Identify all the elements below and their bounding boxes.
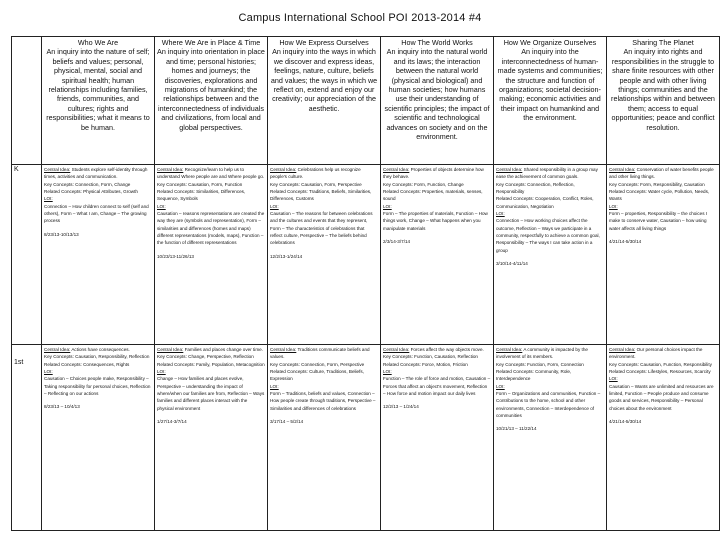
related-concepts: Related Concepts: Culture, Traditions, Beliefs, Expression [270,369,364,382]
grade-label: K [12,165,42,345]
central-idea-text: Recognize/learn to help us to understand Where people are and Where people go. [157,167,265,180]
unit-cell [494,345,607,531]
central-idea [496,346,604,361]
loi-label: LOI: [383,369,392,375]
unit-cell [42,165,155,345]
loi-text: Function – The role of force and motion, Causation – Forces that affect an object's movement, Reflection – How force and motion impact our daily lives [383,376,491,397]
theme-title: Sharing The Planet [632,38,694,47]
theme-description: An inquiry into the ways in which we discover and express ideas, feelings, nature, culture, beliefs and values; the ways in which we reflect on, extend and enjoy our creativity; our appreciation of the aesthetic. [270,47,378,113]
central-idea-label: Central Idea: [157,347,184,352]
central-idea [496,166,604,181]
loi-text: Form – The properties of materials, Function – How things work, Change – What happens when you manipulate materials [383,211,488,231]
related-concepts: Related Concepts: Properties, materials, senses, sound [383,189,483,202]
central-idea-text: Families and places change over time. [183,347,263,352]
loi-label: LOI: [157,369,166,375]
unit-cell [42,345,155,531]
central-idea [157,346,265,353]
central-idea-text: Celebrations help us recognize people's culture. [270,167,361,180]
central-idea [609,346,717,361]
related-concepts: Related Concepts: Consequences, Rights [44,361,130,367]
grade-row-k [12,165,720,345]
theme-title: Who We Are [77,38,119,47]
central-idea-text: Our personal choices impact the environment. [609,347,703,360]
loi-label: LOI: [270,203,279,209]
central-idea-label: Central Idea: [383,347,410,352]
key-concepts: Key Concepts: Function, Causation, Reflection [383,354,478,360]
central-idea-label: Central Idea: [496,167,523,172]
loi-text: Form – Organizations and communities, Function – Contributions to the home, school and other environments, Connection – Interdependence of communities [496,391,601,419]
central-idea [383,166,491,181]
central-idea-label: Central Idea: [270,347,297,352]
grade-row-1st [12,345,720,531]
key-concepts: Key Concepts: Connection, Form, Change [44,181,131,187]
key-concepts: Key Concepts: Causation, Responsibility, Reflection [44,354,150,360]
central-idea [157,166,265,181]
related-concepts: Related Concepts: Water cycle, Pollution, Needs, Wants [609,189,710,202]
key-concepts: Key Concepts: Form, Function, Change [383,181,464,187]
theme-title: How We Express Ourselves [279,38,369,47]
central-idea-text: Traditions communicate beliefs and values. [270,347,370,360]
theme-header-how-we-organize [494,37,607,165]
central-idea-label: Central Idea: [383,167,410,172]
central-idea [383,346,491,353]
unit-dates: 3/10/14-4/11/14 [496,261,528,267]
loi-label: LOI: [44,369,53,375]
related-concepts: Related Concepts: Community, Role, Interdependence [496,369,572,382]
theme-description: An inquiry into the natural world and its laws; the interaction between the natural world (physical and biological) and human societies; how humans use their understanding of scientific principles; the impact of scientific and technological advances on society and on the environment. [384,47,490,142]
grade-header-cell [12,37,42,165]
central-idea-text: Properties of objects determine how they behave. [383,167,484,180]
unit-dates: 8/23/13 – 10/4/13 [44,404,80,410]
central-idea-text: Shared responsibility in a group may ease the achievement of common goals. [496,167,598,180]
theme-header-who-we-are [42,37,155,165]
unit-dates: 12/2/13 – 1/24/14 [383,404,419,410]
unit-cell [607,345,720,531]
key-concepts: Key Concepts: Function, Form, Connection [496,361,584,367]
theme-description: An inquiry into rights and responsibilities in the struggle to share finite resources with other people and with other living things; communities and the relationships within and between them; access to equal opportunities; peace and conflict resolution. [611,47,715,132]
related-concepts: Related Concepts: Family, Population, Metacognition [157,361,265,367]
central-idea-label: Central Idea: [609,167,636,172]
loi-text: Form – properties, Responsibility – the choices I make to conserve water, Causation – how using water affects all living things [609,211,708,231]
loi-label: LOI: [383,203,392,209]
central-idea-label: Central Idea: [496,347,523,352]
loi-label: LOI: [157,203,166,209]
unit-dates: 10/23/13-11/26/13 [157,253,194,259]
loi-text: Form – Traditions, beliefs and values, Connection – How people create through traditions, Perspective – Similarities and differences of celebrations [270,391,376,411]
unit-cell [381,165,494,345]
unit-dates: 3/17/14 – 5/2/14 [270,419,304,425]
loi-label: LOI: [609,376,618,382]
unit-dates: 2/3/14-3/7/14 [383,239,411,245]
unit-dates: 10/21/13 – 11/22/14 [496,426,537,432]
unit-dates: 8/23/13-10/13/13 [44,231,79,237]
page-title: Campus International School POI 2013-2014 #4 [238,12,482,24]
loi-label: LOI: [44,196,53,202]
key-concepts: Key Concepts: Connection, Reflection, Responsibility [496,181,575,195]
central-idea [609,166,717,181]
central-idea-label: Central Idea: [44,347,71,352]
key-concepts: Key Concepts: Connection, Form, Perspective [270,361,365,367]
key-concepts: Key Concepts: Causation, Function, Responsibility [609,361,712,367]
loi-text: Causation – reasons representations are created the way they are (symbols and representation), Form – similarities and differences (homes and maps) different representations (models, maps), Function – the function of different representations [157,211,265,246]
loi-label: LOI: [270,383,279,389]
central-idea-text: A community is impacted by the involvement of its members. [496,347,588,360]
loi-text: Change – How families and places evolve, Perspective – understanding the impact of where/when our families are from, Reflection – Ways families and different places interact with the physical environment [157,376,265,411]
theme-header-where-we-are [155,37,268,165]
related-concepts: Related Concepts: Lifestyles, Resources, Scarcity [609,369,711,375]
loi-label: LOI: [609,203,618,209]
related-concepts: Related Concepts: Cooperation, Conflict, Roles, Communication, Negotiation [496,196,594,209]
central-idea [44,166,152,181]
theme-description: An inquiry into the nature of self; beliefs and values; personal, physical, mental, social and spiritual health; human relationships including families, friends, communities, and cultures; rights and responsibilities; what it means to be human. [46,47,150,132]
poi-table [11,36,720,531]
central-idea-label: Central Idea: [609,347,636,352]
central-idea-label: Central Idea: [157,167,184,172]
theme-description: An inquiry into orientation in place and time; personal histories; homes and journeys; the discoveries, explorations and migrations of humankind; the relationships between and the interconnectedness of individuals and civilizations, from local and global perspectives. [157,47,265,132]
central-idea [270,346,378,361]
unit-cell [268,345,381,531]
key-concepts: Key Concepts: Causation, Form, Function [157,181,243,187]
related-concepts: Related Concepts: Force, Motion, Friction [383,361,468,367]
loi-text: Causation – Wants are unlimited and resources are limited, Function – People produce and consume goods and services, Responsibility – Personal choices about the environment [609,383,714,411]
unit-cell [155,345,268,531]
unit-dates: 12/2/13-1/24/14 [270,253,303,259]
loi-text: Causation – Choices people make, Responsibility – Taking responsibility for personal choices, Reflection – Reflecting on our actions [44,376,151,397]
key-concepts: Key Concepts: Change, Perspective, Reflection [157,354,254,360]
related-concepts: Related Concepts: Traditions, Beliefs, Similarities, Differences, Customs [270,189,372,202]
central-idea-text: Conservation of water benefits people and other living things. [609,167,714,180]
loi-text: Causation – The reasons for between celebrations and the cultures and events that they represent, Form – The characteristics of celebrations that reflect culture, Perspective – The beliefs behind celebrations [270,211,373,246]
key-concepts: Key Concepts: Causation, Form, Perspective [270,181,362,187]
unit-cell [607,165,720,345]
related-concepts: Related Concepts: Physical Attributes, Growth [44,189,138,195]
theme-header-row [12,37,720,165]
central-idea-text: Actions have consequences. [70,347,130,352]
related-concepts: Related Concepts: Similarities, Differences, Sequence, Symbols [157,189,246,202]
loi-label: LOI: [496,383,505,389]
unit-cell [381,345,494,531]
central-idea-text: Students explore self-identity through times, activities and communication. [44,167,148,180]
theme-title: How The World Works [401,38,473,47]
central-idea-label: Central Idea: [270,167,297,172]
loi-text: Connection – How children connect to self (self and others), Form – What I am, Change – The growing process [44,203,149,224]
unit-cell [155,165,268,345]
unit-cell [494,165,607,345]
theme-header-sharing-planet [607,37,720,165]
central-idea-label: Central Idea: [44,167,71,172]
unit-dates: 1/27/14-3/7/14 [157,419,187,425]
loi-label: LOI: [496,211,505,217]
loi-text: Connection – How working choices affect the outcome, Reflection – Ways we participate in a community, respectfully to achieve a common goal, Responsibility – The ways I can take action in a group [496,218,600,253]
theme-header-how-we-express [268,37,381,165]
unit-dates: 4/21/14-5/30/14 [609,419,642,425]
grade-label: 1st [12,345,42,531]
theme-header-how-world-works [381,37,494,165]
central-idea [44,346,152,353]
theme-description: An inquiry into the interconnectedness of human-made systems and communities; the structure and function of organizations; societal decision-making; economic activities and their impact on humankind and the environment. [497,47,603,123]
central-idea [270,166,378,181]
theme-title: Where We Are in Place & Time [161,38,261,47]
key-concepts: Key Concepts: Form, Responsibility, Causation [609,181,705,187]
unit-dates: 4/21/14-5/30/14 [609,239,642,245]
unit-cell [268,165,381,345]
theme-title: How We Organize Ourselves [503,38,597,47]
central-idea-text: Forces affect the way objects move. [409,347,484,352]
